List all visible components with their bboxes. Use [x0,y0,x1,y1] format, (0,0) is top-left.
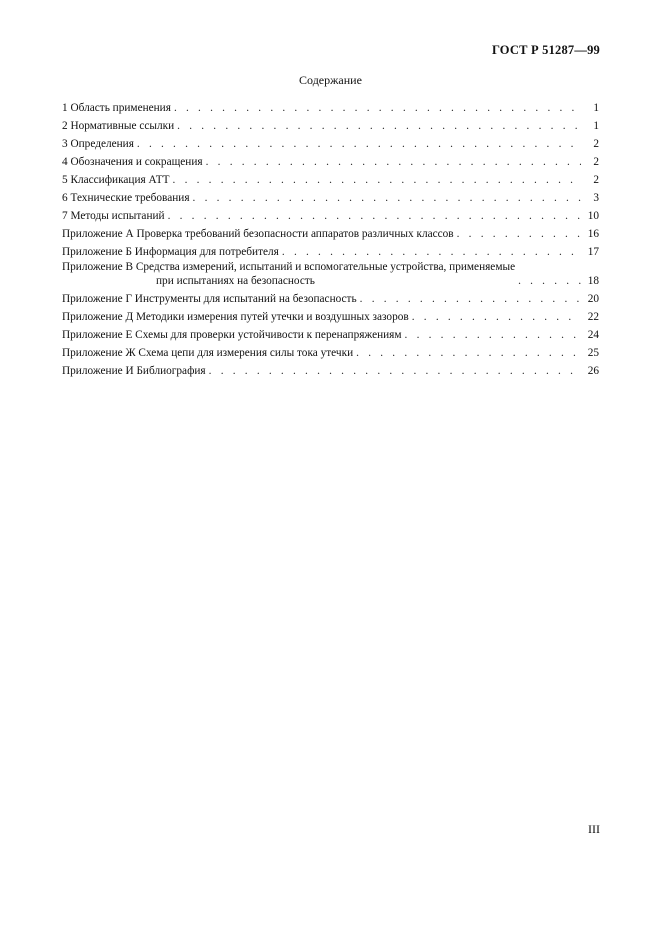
toc-entry-appendix-zh[interactable] [62,346,599,360]
toc-entry-appendix-b[interactable] [62,245,599,259]
toc-entry-page: 1 [593,120,599,132]
toc-entry-4[interactable] [62,155,599,169]
table-of-contents [62,101,599,378]
toc-entry-page: 2 [593,156,599,168]
toc-entry-label: 3 Определения [62,138,134,150]
toc-dot-leader [518,274,581,288]
toc-entry-appendix-g[interactable] [62,292,599,306]
toc-dot-leader [206,155,581,169]
toc-entry-label: 5 Классификация АТТ [62,174,170,186]
toc-entry-appendix-i[interactable] [62,364,599,378]
toc-entry-appendix-a[interactable] [62,227,599,241]
toc-entry-label: 2 Нормативные ссылки [62,120,175,132]
toc-dot-leader [174,101,581,115]
toc-entry-page: 18 [587,275,599,287]
toc-dot-leader [193,191,581,205]
toc-entry-label: Приложение И Библиография [62,365,206,377]
toc-dot-leader [137,137,581,151]
toc-entry-label: Приложение В Средства измерений, испытаний и вспомогательные устройства, применяемые [62,261,516,273]
toc-entry-label: 4 Обозначения и сокращения [62,156,203,168]
toc-dot-leader [412,310,581,324]
toc-entry-label-group [62,260,515,288]
toc-entry-label: Приложение А Проверка требований безопасности аппаратов различных классов [62,228,454,240]
toc-dot-leader [457,227,581,241]
toc-dot-leader [168,209,581,223]
toc-entry-label: 1 Область применения [62,102,171,114]
toc-dot-leader [282,245,581,259]
document-standard-id: ГОСТ Р 51287—99 [491,43,600,57]
toc-entry-5[interactable] [62,173,599,187]
toc-entry-page: 22 [587,311,599,323]
toc-entry-1[interactable] [62,101,599,115]
toc-entry-page: 16 [587,228,599,240]
toc-entry-page: 24 [587,329,599,341]
toc-entry-label: Приложение Е Схемы для проверки устойчивости к перенапряжениям [62,329,402,341]
toc-dot-leader [209,364,581,378]
toc-entry-label: Приложение Ж Схема цепи для измерения силы тока утечки [62,347,354,359]
toc-entry-label: Приложение Г Инструменты для испытаний на безопасность [62,293,357,305]
toc-entry-appendix-d[interactable] [62,310,599,324]
toc-entry-page: 10 [587,210,599,222]
toc-entry-label-continuation: при испытаниях на безопасность [156,275,315,287]
toc-entry-label: 6 Технические требования [62,192,190,204]
toc-entry-label: Приложение Б Информация для потребителя [62,246,279,258]
toc-entry-label: Приложение Д Методики измерения путей утечки и воздушных зазоров [62,311,409,323]
toc-entry-page: 2 [593,174,599,186]
toc-entry-3[interactable] [62,137,599,151]
toc-dot-leader [360,292,581,306]
page-number: III [588,822,600,836]
toc-dot-leader [173,173,581,187]
toc-entry-6[interactable] [62,191,599,205]
toc-entry-page: 2 [593,138,599,150]
toc-entry-appendix-v[interactable] [62,260,599,288]
toc-entry-page: 25 [587,347,599,359]
toc-entry-label: 7 Методы испытаний [62,210,165,222]
toc-dot-leader [356,346,581,360]
toc-entry-7[interactable] [62,209,599,223]
toc-title: Содержание [299,73,362,87]
toc-dot-leader [405,328,581,342]
toc-entry-page: 26 [587,365,599,377]
toc-entry-page: 3 [593,192,599,204]
toc-entry-appendix-e[interactable] [62,328,599,342]
toc-entry-2[interactable] [62,119,599,133]
toc-entry-page: 1 [593,102,599,114]
toc-entry-page: 20 [587,293,599,305]
toc-dot-leader [177,119,581,133]
toc-entry-page: 17 [587,246,599,258]
